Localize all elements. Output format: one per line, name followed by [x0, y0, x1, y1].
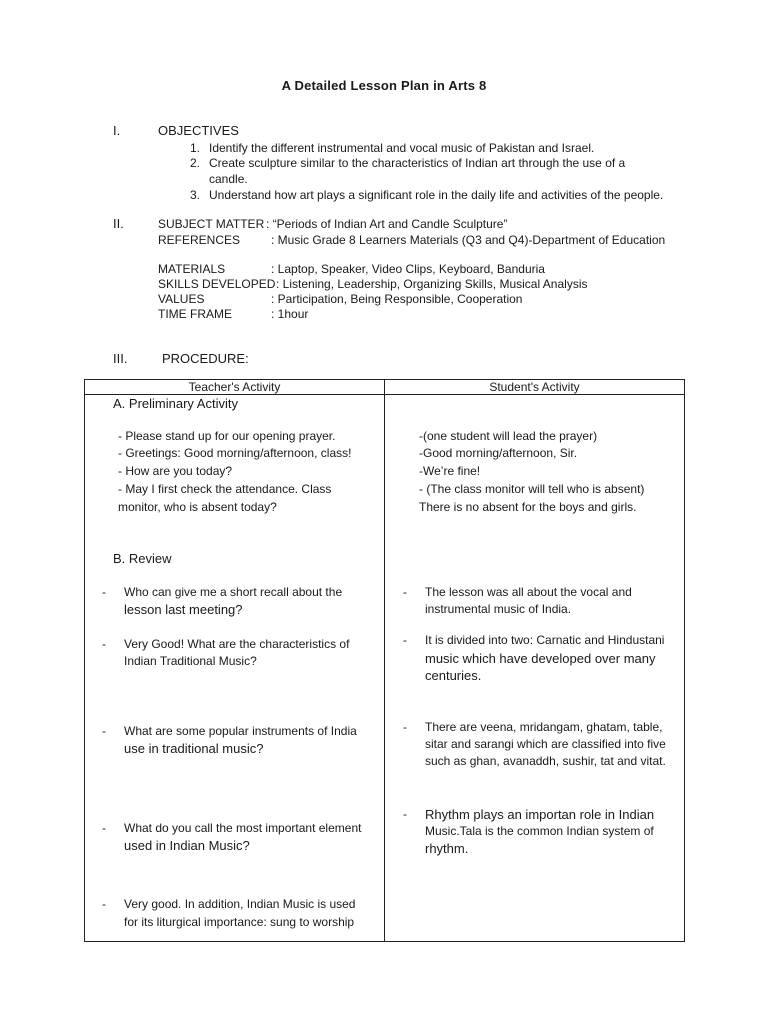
page-title: A Detailed Lesson Plan in Arts 8 — [281, 78, 487, 93]
student-review-line: such as ghan, avanaddh, sushir, tat and vitat. — [425, 754, 666, 768]
teacher-review-line: for its liturgical importance: sung to worship — [124, 915, 355, 929]
materials-value: : Laptop, Speaker, Video Clips, Keyboard, Banduria — [271, 262, 545, 276]
values-value: : Participation, Being Responsible, Cooperation — [271, 292, 523, 306]
teacher-review-line: What are some popular instruments of India — [124, 724, 357, 738]
teacher-review-line: What do you call the most important element — [124, 821, 362, 835]
teacher-line: monitor, who is absent today? — [118, 500, 277, 514]
procedure-table — [84, 379, 685, 942]
materials-label: MATERIALS — [158, 262, 226, 276]
objective-num-3: 3. — [189, 188, 200, 202]
dash-bullet: - — [102, 637, 106, 651]
teacher-review-line: Indian Traditional Music? — [124, 654, 257, 668]
table-column-divider — [384, 380, 385, 941]
student-line: -We’re fine! — [419, 464, 481, 478]
teacher-line: - May I first check the attendance. Class — [118, 482, 332, 496]
teacher-review-line: Very good. In addition, Indian Music is used — [124, 897, 356, 911]
objectives-numeral: I. — [113, 123, 121, 138]
student-review-line: The lesson was all about the vocal and — [425, 585, 632, 599]
student-line: -(one student will lead the prayer) — [419, 429, 598, 443]
values-label: VALUES — [158, 292, 205, 306]
subject-matter-value: : “Periods of Indian Art and Candle Sculpture” — [266, 217, 508, 231]
references-label: REFERENCES — [158, 233, 241, 247]
student-line: -Good morning/afternoon, Sir. — [419, 446, 578, 460]
skills-value: : Listening, Leadership, Organizing Skills, Musical Analysis — [276, 277, 588, 291]
subject-numeral: II. — [113, 216, 124, 231]
review-heading: B. Review — [113, 551, 172, 566]
objective-num-1: 1. — [189, 141, 200, 155]
teacher-activity-header: Teacher's Activity — [188, 380, 281, 394]
dash-bullet: - — [403, 585, 407, 599]
preliminary-heading: A. Preliminary Activity — [113, 396, 238, 411]
student-line: There is no absent for the boys and girls. — [419, 500, 637, 514]
dash-bullet: - — [403, 633, 407, 647]
teacher-review-line: used in Indian Music? — [124, 838, 250, 853]
objective-text-2b: candle. — [209, 172, 248, 186]
objective-text-2a: Create sculpture similar to the characteristics of Indian art through the use of a — [209, 156, 626, 170]
teacher-review-line: use in traditional music? — [124, 741, 264, 756]
dash-bullet: - — [403, 720, 407, 734]
student-review-line: sitar and sarangi which are classified into five — [425, 737, 666, 751]
procedure-heading: PROCEDURE: — [162, 351, 249, 366]
teacher-review-line: Very Good! What are the characteristics of — [124, 637, 350, 651]
teacher-line: - Please stand up for our opening prayer. — [118, 429, 336, 443]
student-review-line: centuries. — [425, 668, 482, 683]
references-value: : Music Grade 8 Learners Materials (Q3 and Q4)-Department of Education — [271, 233, 666, 247]
time-frame-value: : 1hour — [271, 307, 309, 321]
subject-matter-label: SUBJECT MATTER — [158, 217, 265, 231]
objective-num-2: 2. — [189, 156, 200, 170]
student-line: - (The class monitor will tell who is absent) — [419, 482, 645, 496]
objective-text-3: Understand how art plays a significant role in the daily life and activities of the people. — [209, 188, 664, 202]
teacher-line: - How are you today? — [118, 464, 233, 478]
student-review-line: Rhythm plays an importan role in Indian — [425, 807, 655, 822]
student-review-line: Music.Tala is the common Indian system of — [425, 824, 654, 838]
student-review-line: music which have developed over many — [425, 651, 656, 666]
dash-bullet: - — [102, 724, 106, 738]
student-review-line: rhythm. — [425, 841, 469, 856]
objective-text-1: Identify the different instrumental and vocal music of Pakistan and Israel. — [209, 141, 595, 155]
procedure-numeral: III. — [113, 351, 128, 366]
teacher-review-line: Who can give me a short recall about the — [124, 585, 343, 599]
dash-bullet: - — [403, 807, 407, 821]
dash-bullet: - — [102, 821, 106, 835]
teacher-line: - Greetings: Good morning/afternoon, class! — [118, 446, 352, 460]
dash-bullet: - — [102, 585, 106, 599]
objectives-heading: OBJECTIVES — [158, 123, 239, 138]
student-review-line: It is divided into two: Carnatic and Hindustani — [425, 633, 665, 647]
student-review-line: There are veena, mridangam, ghatam, table, — [425, 720, 663, 734]
dash-bullet: - — [102, 897, 106, 911]
time-frame-label: TIME FRAME — [158, 307, 232, 321]
student-review-line: instrumental music of India. — [425, 602, 572, 616]
student-activity-header: Student's Activity — [489, 380, 580, 394]
teacher-review-line: lesson last meeting? — [124, 602, 243, 617]
skills-label: SKILLS DEVELOPED — [158, 277, 276, 291]
